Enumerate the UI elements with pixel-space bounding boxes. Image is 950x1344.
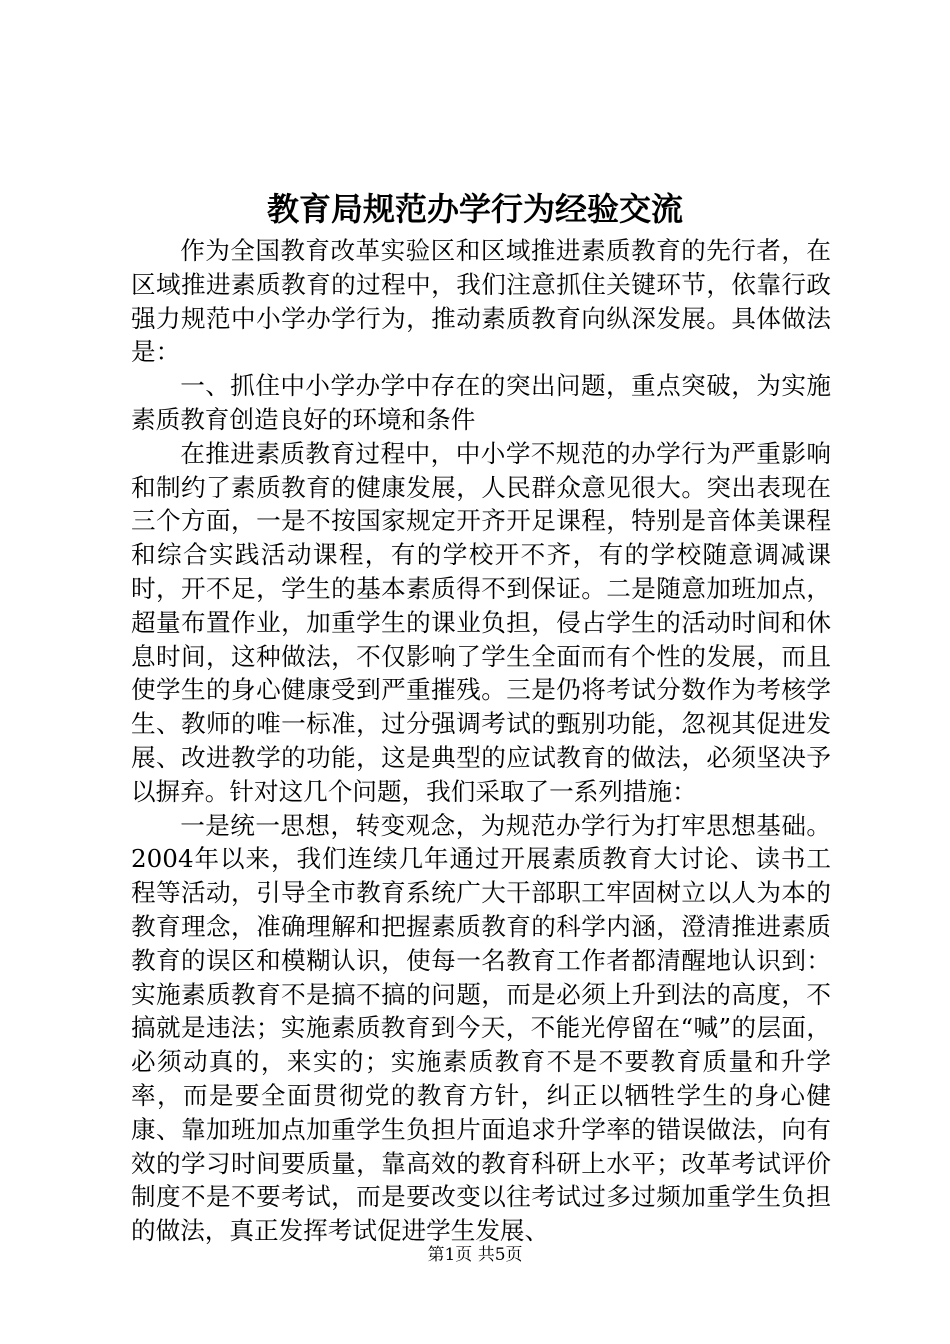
document-title: 教育局规范办学行为经验交流 (266, 190, 683, 228)
paragraph-heading-one: 一、抓住中小学办学中存在的突出问题，重点突破，为实施素质教育创造良好的环境和条件 (131, 371, 831, 434)
paragraph-measure-one: 一是统一思想，转变观念，为规范办学行为打牢思想基础。2004年以来，我们连续几年通过开展素质教育大讨论、读书工程等活动，引导全市教育系统广大干部职工牢固树立以人为本的教育理念，准确理解和把握素质教育的科学内涵，澄清推进素质教育的误区和模糊认识，使每一名教育工作者都清醒地认识到：实施素质教育不是搞不搞的问题，而是必须上升到法的高度，不搞就是违法；实施素质教育到今天，不能光停留在“喊”的层面，必须动真的，来实的；实施素质教育不是不要教育质量和升学率，而是要全面贯彻党的教育方针，纠正以牺牲学生的身心健康、靠加班加点加重学生负担片面追求升学率的错误做法，向有效的学习时间要质量，靠高效的教育科研上水平；改革考试评价制度不是不要考试，而是要改变以往考试过多过频加重学生负担的做法，真正发挥考试促进学生发展、 (131, 810, 831, 1246)
document-body (131, 234, 831, 1248)
page-number-footer: 第1页 共5页 (427, 1245, 523, 1265)
paragraph-intro: 作为全国教育改革实验区和区域推进素质教育的先行者，在区域推进素质教育的过程中，我们注意抓住关键环节，依靠行政强力规范中小学办学行为，推动素质教育向纵深发展。具体做法是： (131, 236, 831, 367)
paragraph-problems: 在推进素质教育过程中，中小学不规范的办学行为严重影响和制约了素质教育的健康发展，人民群众意见很大。突出表现在三个方面，一是不按国家规定开齐开足课程，特别是音体美课程和综合实践活动课程，有的学校开不齐，有的学校随意调减课时，开不足，学生的基本素质得不到保证。二是随意加班加点，超量布置作业，加重学生的课业负担，侵占学生的活动时间和休息时间，这种做法，不仅影响了学生全面而有个性的发展，而且使学生的身心健康受到严重摧残。三是仍将考试分数作为考核学生、教师的唯一标准，过分强调考试的甄别功能，忽视其促进发展、改进教学的功能，这是典型的应试教育的做法，必须坚决予以摒弃。针对这几个问题，我们采取了一系列措施： (131, 438, 831, 806)
